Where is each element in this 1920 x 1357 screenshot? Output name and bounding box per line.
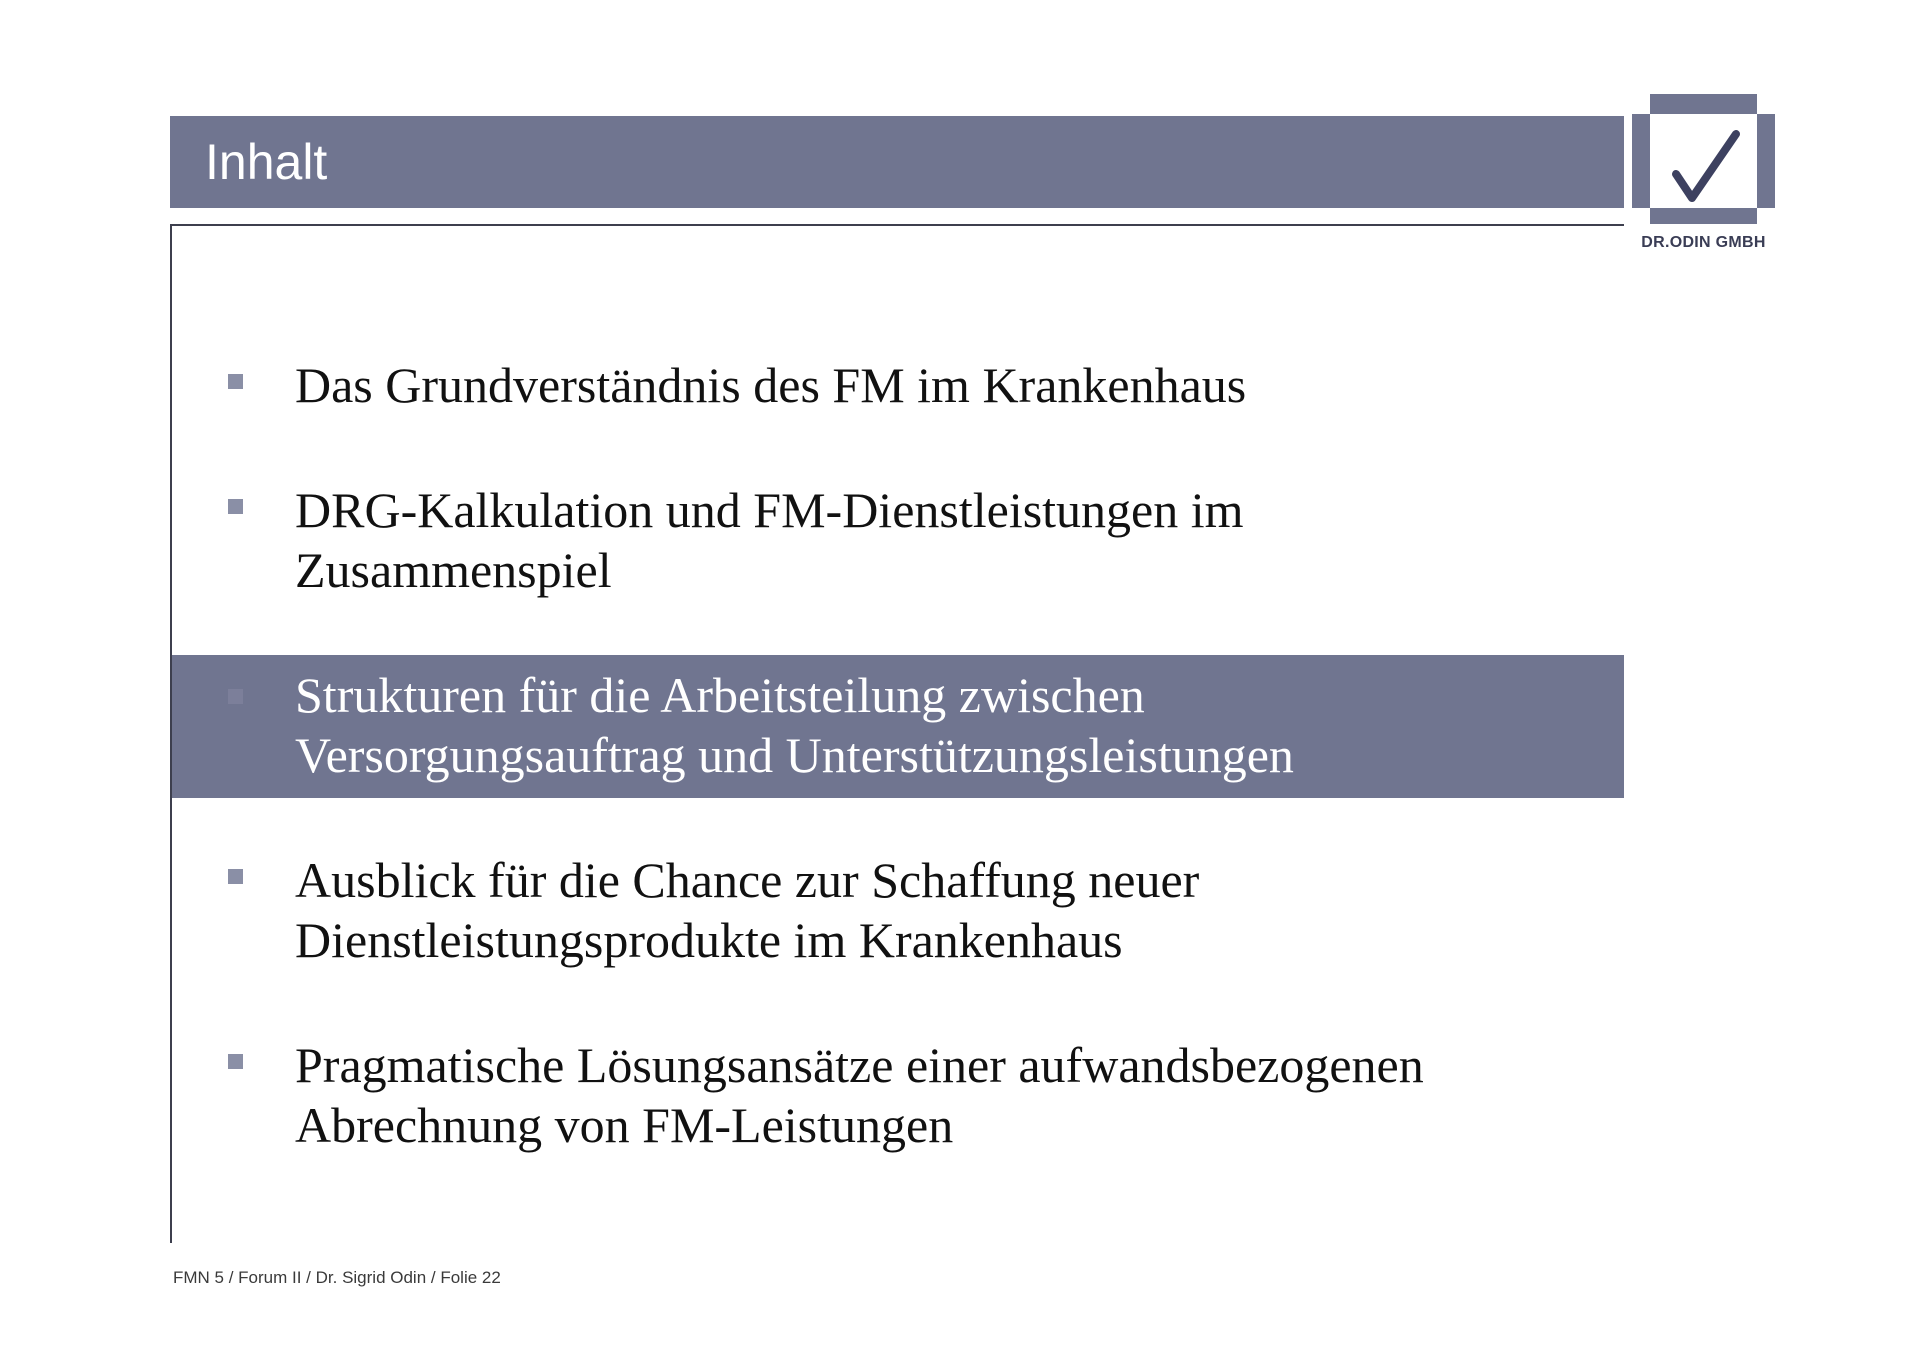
agenda-item-line: DRG-Kalkulation und FM-Dienstleistungen im — [295, 482, 1244, 538]
logo-caption: DR.ODIN GMBH — [1641, 234, 1766, 251]
agenda-item-active — [172, 655, 1624, 798]
footer-text: FMN 5 / Forum II / Dr. Sigrid Odin / Folie 22 — [173, 1268, 501, 1287]
agenda-item-line: Dienstleistungsprodukte im Krankenhaus — [295, 912, 1123, 968]
agenda-item-line: Das Grundverständnis des FM im Krankenhaus — [295, 357, 1247, 413]
agenda-item — [172, 350, 1624, 420]
bullet-icon — [228, 869, 243, 884]
bullet-icon — [228, 374, 243, 389]
slide-title: Inhalt — [205, 134, 328, 190]
agenda-item — [172, 845, 1624, 975]
agenda-item-line: Strukturen für die Arbeitsteilung zwischen — [295, 667, 1145, 723]
agenda-item-line: Abrechnung von FM-Leistungen — [295, 1097, 954, 1153]
company-logo — [1632, 94, 1775, 254]
bullet-icon — [228, 499, 243, 514]
agenda-item — [172, 1030, 1624, 1160]
checkmark-icon — [1632, 94, 1775, 224]
agenda-list — [172, 0, 1624, 1357]
agenda-item — [172, 475, 1624, 605]
agenda-item-line: Ausblick für die Chance zur Schaffung neuer — [295, 852, 1200, 908]
bullet-icon — [228, 689, 243, 704]
bullet-icon — [228, 1054, 243, 1069]
agenda-item-line: Versorgungsauftrag und Unterstützungsleistungen — [295, 727, 1294, 783]
agenda-item-line: Pragmatische Lösungsansätze einer aufwandsbezogenen — [295, 1037, 1424, 1093]
agenda-item-line: Zusammenspiel — [295, 542, 612, 598]
